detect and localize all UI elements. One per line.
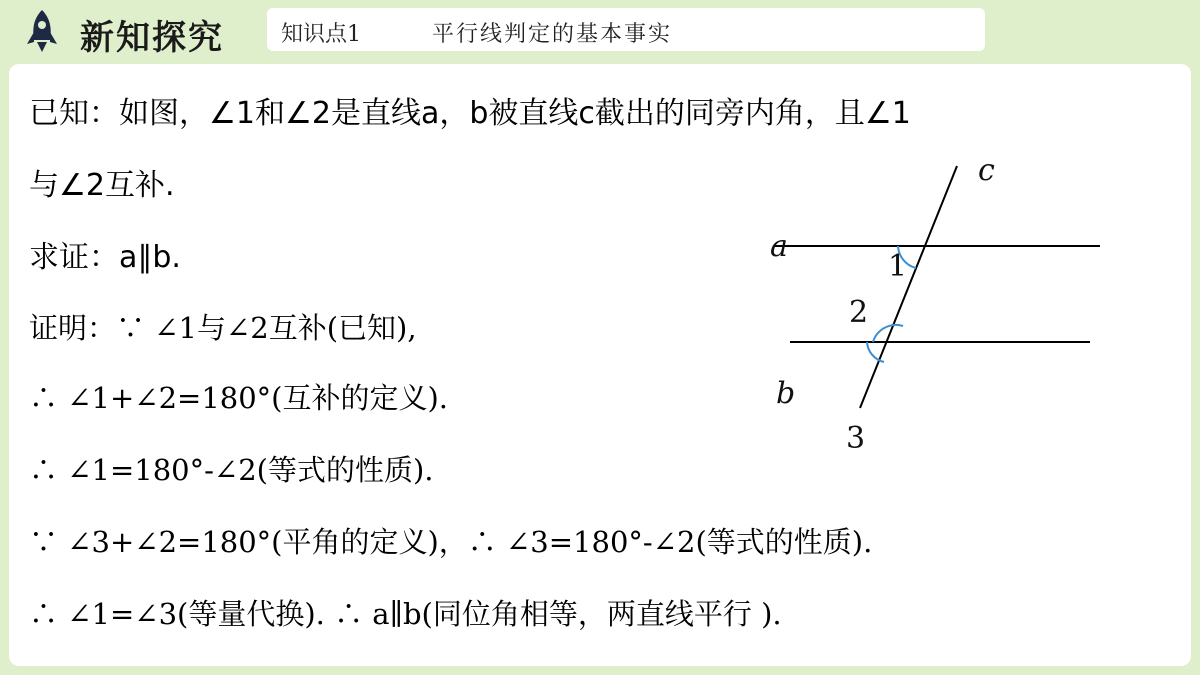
given-line-1: 已知：如图，∠1和∠2是直线a，b被直线c截出的同旁内角，且∠1	[29, 96, 911, 131]
geometry-diagram	[760, 153, 1120, 456]
label-3: 3	[846, 421, 866, 456]
knowledge-point-box	[267, 8, 985, 51]
knowledge-point-title: 平行线判定的基本事实	[432, 22, 673, 47]
knowledge-point-number: 知识点1	[281, 22, 361, 47]
proof-line-5: ∴ ∠1=∠3(等量代换). ∴ a∥b(同位角相等，两直线平行 ).	[29, 597, 782, 631]
label-c: c	[978, 153, 995, 188]
label-1: 1	[888, 249, 908, 284]
to-prove-line: 求证：a∥b.	[29, 240, 181, 275]
rocket-icon	[22, 8, 62, 54]
header	[0, 0, 1200, 60]
proof-line-2: ∴ ∠1+∠2=180°(互补的定义).	[29, 381, 449, 415]
label-a: a	[770, 229, 788, 264]
proof-line-1: 证明：∵ ∠1与∠2互补(已知),	[29, 311, 417, 345]
given-line-2: 与∠2互补.	[29, 168, 175, 203]
proof-line-4: ∵ ∠3+∠2=180°(平角的定义)，∴ ∠3=180°-∠2(等式的性质).	[29, 525, 873, 559]
proof-line-3: ∴ ∠1=180°-∠2(等式的性质).	[29, 453, 434, 487]
line-c	[860, 166, 957, 408]
section-title: 新知探究	[80, 18, 224, 58]
content-panel	[9, 64, 1191, 666]
label-2: 2	[849, 295, 869, 330]
label-b: b	[776, 376, 796, 411]
